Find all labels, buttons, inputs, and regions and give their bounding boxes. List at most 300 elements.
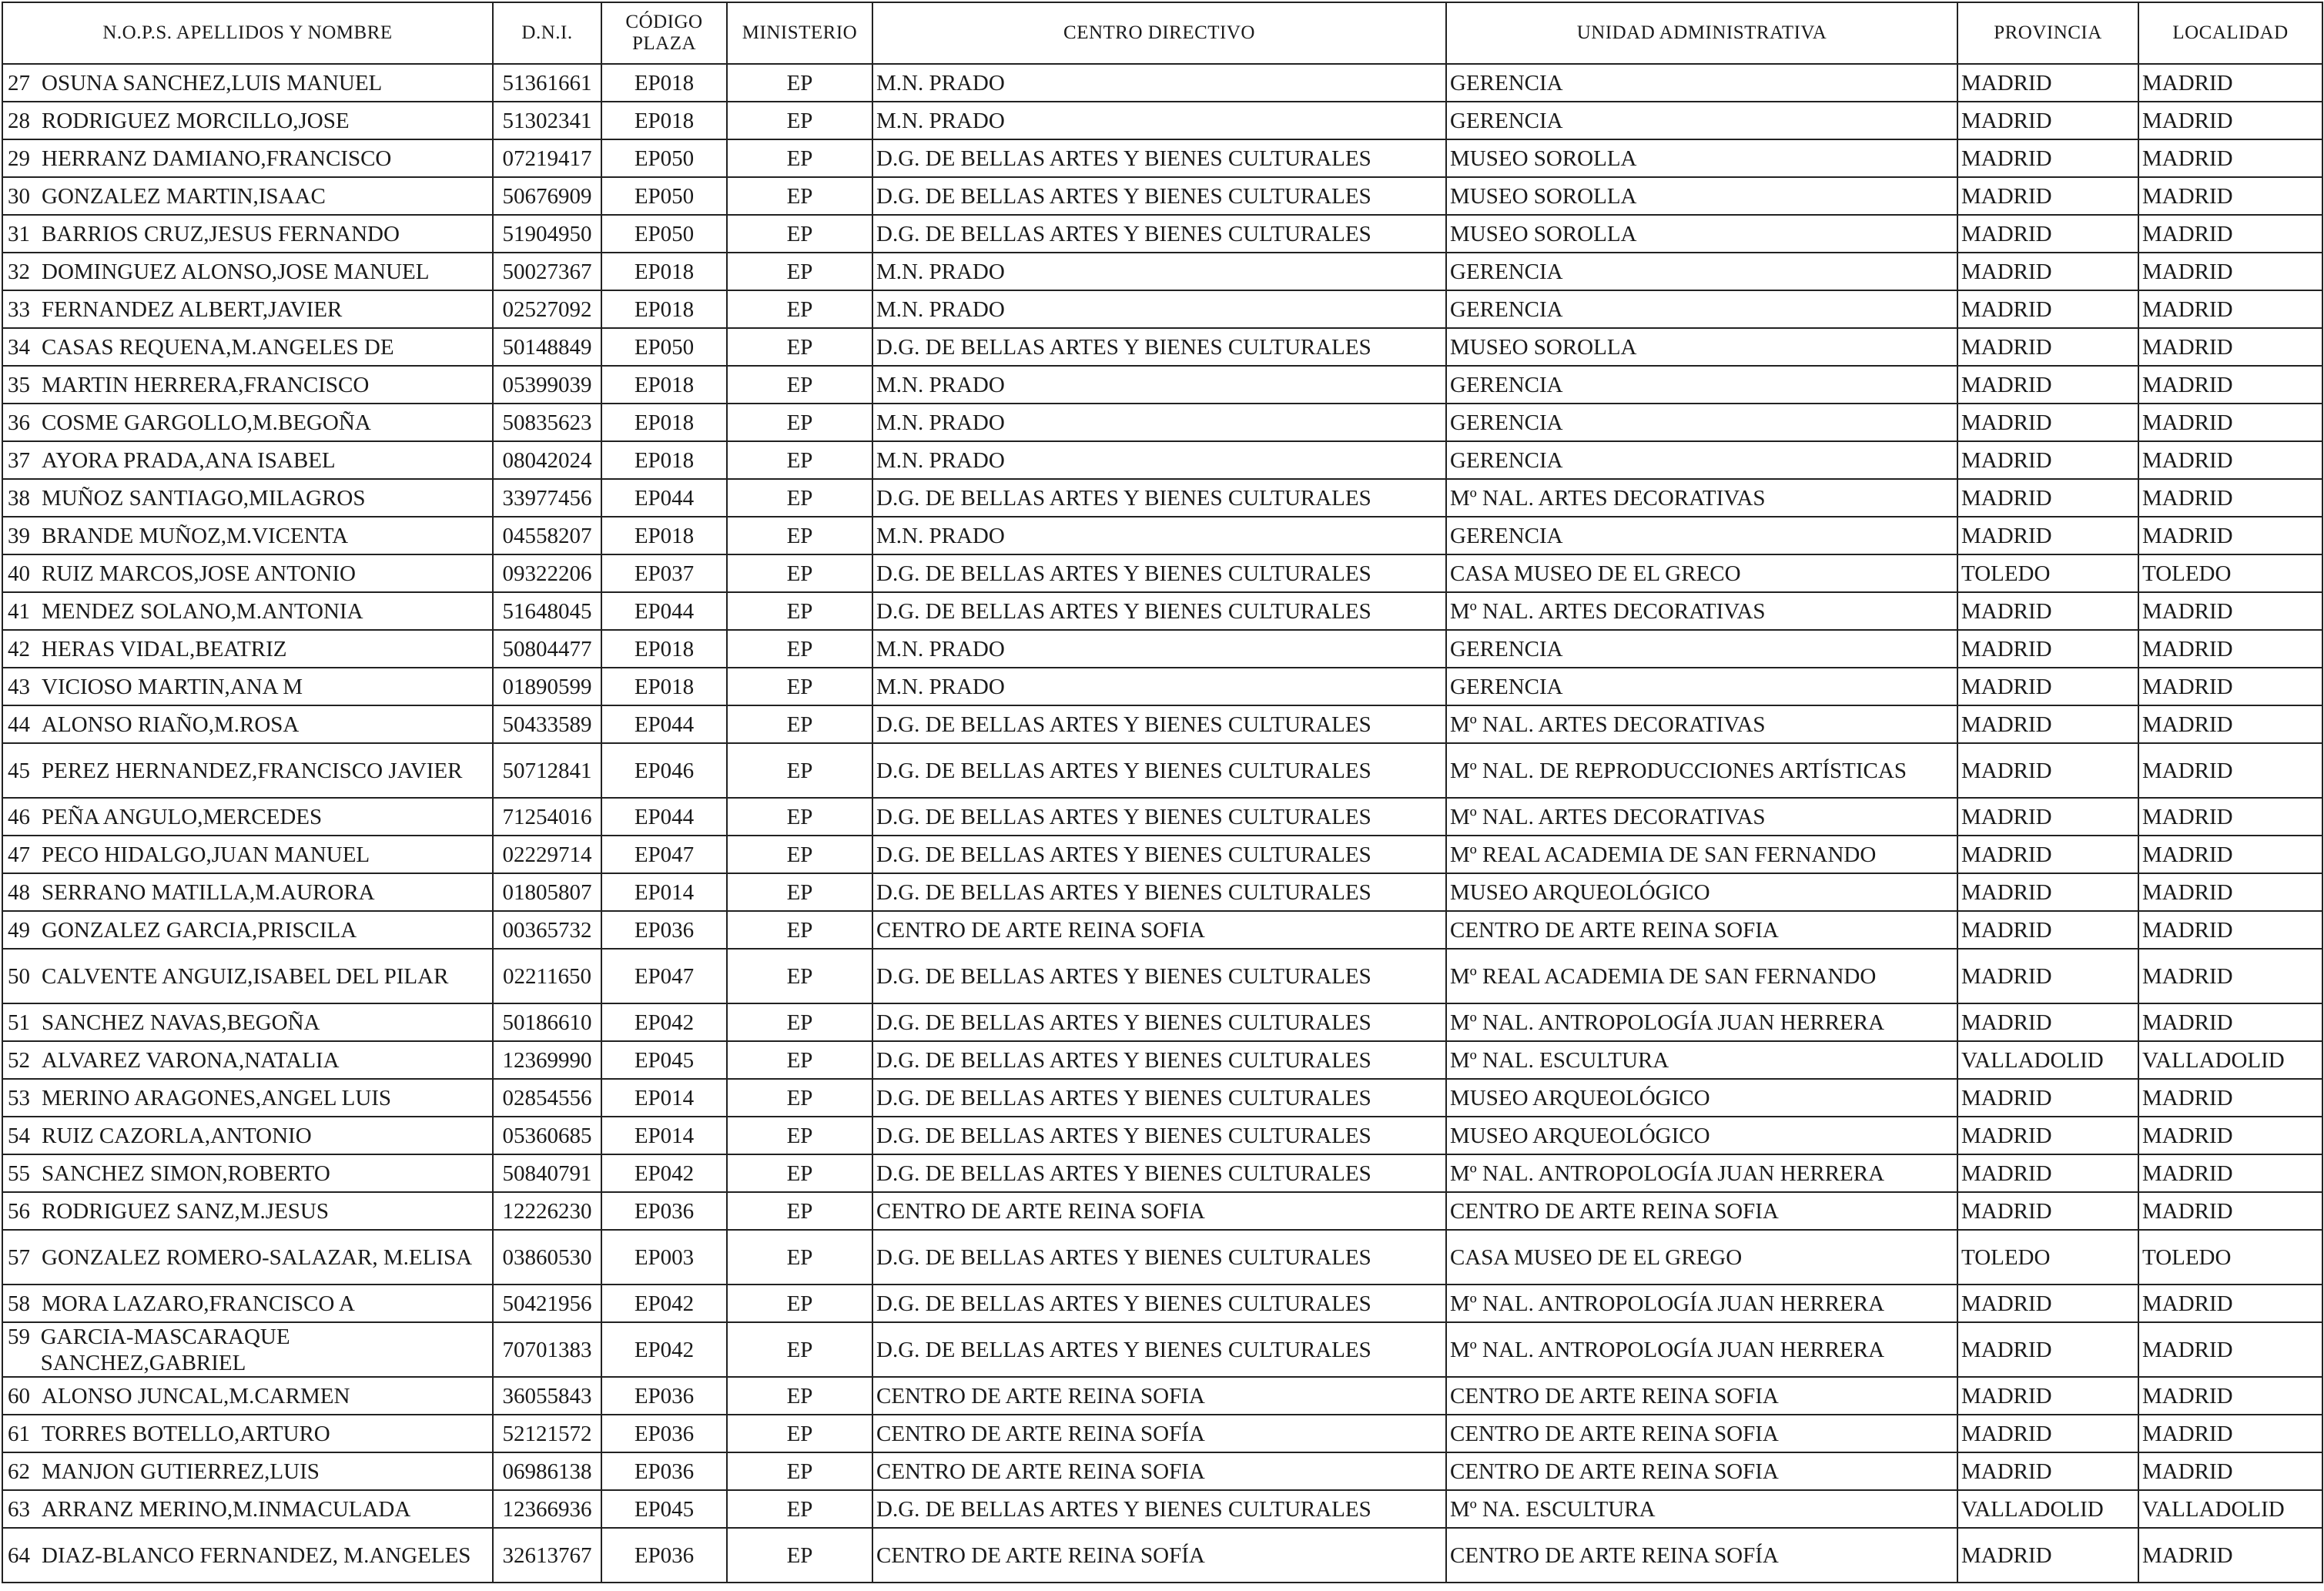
- employee-name: ALONSO RIAÑO,M.ROSA: [42, 712, 300, 737]
- localidad-cell: MADRID: [2138, 836, 2322, 873]
- provincia-cell: MADRID: [1957, 517, 2138, 554]
- dni-cell: 12366936: [493, 1490, 601, 1528]
- employee-name: GONZALEZ MARTIN,ISAAC: [42, 183, 326, 209]
- localidad-cell: TOLEDO: [2138, 554, 2322, 592]
- localidad-cell: MADRID: [2138, 1154, 2322, 1192]
- ministerio-cell: EP: [727, 554, 872, 592]
- ministerio-cell: EP: [727, 1490, 872, 1528]
- table-row: [2, 554, 2322, 592]
- unidad-administrativa-cell: CASA MUSEO DE EL GRECO: [1446, 554, 1957, 592]
- centro-directivo-cell: D.G. DE BELLAS ARTES Y BIENES CULTURALES: [872, 1079, 1446, 1117]
- name-cell: [2, 1377, 493, 1415]
- name-cell: [2, 139, 493, 177]
- employee-name: CASAS REQUENA,M.ANGELES DE: [42, 334, 394, 360]
- ministerio-cell: EP: [727, 215, 872, 253]
- name-cell: [2, 253, 493, 290]
- localidad-cell: MADRID: [2138, 102, 2322, 139]
- centro-directivo-cell: CENTRO DE ARTE REINA SOFÍA: [872, 1415, 1446, 1452]
- unidad-administrativa-cell: Mº NAL. ANTROPOLOGÍA JUAN HERRERA: [1446, 1154, 1957, 1192]
- provincia-cell: MADRID: [1957, 873, 2138, 911]
- employee-name: SANCHEZ SIMON,ROBERTO: [42, 1161, 330, 1186]
- localidad-cell: MADRID: [2138, 1117, 2322, 1154]
- table-row: [2, 1285, 2322, 1322]
- name-cell: [2, 366, 493, 404]
- codigo-plaza-cell: EP042: [601, 1322, 727, 1377]
- unidad-administrativa-cell: Mº NAL. ESCULTURA: [1446, 1041, 1957, 1079]
- ministerio-cell: EP: [727, 102, 872, 139]
- codigo-plaza-cell: EP036: [601, 1192, 727, 1230]
- codigo-plaza-cell: EP036: [601, 1415, 727, 1452]
- table-row: [2, 949, 2322, 1003]
- codigo-plaza-cell: EP036: [601, 911, 727, 949]
- header-centro-directivo: CENTRO DIRECTIVO: [872, 2, 1446, 64]
- unidad-administrativa-cell: CASA MUSEO DE EL GREGO: [1446, 1230, 1957, 1285]
- nops-number: 51: [8, 1010, 30, 1035]
- employee-name: MUÑOZ SANTIAGO,MILAGROS: [42, 485, 366, 511]
- table-row: [2, 1154, 2322, 1192]
- provincia-cell: MADRID: [1957, 253, 2138, 290]
- ministerio-cell: EP: [727, 479, 872, 517]
- centro-directivo-cell: CENTRO DE ARTE REINA SOFIA: [872, 1192, 1446, 1230]
- localidad-cell: MADRID: [2138, 479, 2322, 517]
- personnel-table: [2, 2, 2323, 1583]
- nops-number: 29: [8, 146, 30, 171]
- centro-directivo-cell: D.G. DE BELLAS ARTES Y BIENES CULTURALES: [872, 554, 1446, 592]
- unidad-administrativa-cell: Mº NAL. ANTROPOLOGÍA JUAN HERRERA: [1446, 1003, 1957, 1041]
- dni-cell: 50676909: [493, 177, 601, 215]
- unidad-administrativa-cell: CENTRO DE ARTE REINA SOFÍA: [1446, 1528, 1957, 1583]
- centro-directivo-cell: D.G. DE BELLAS ARTES Y BIENES CULTURALES: [872, 592, 1446, 630]
- nops-number: 43: [8, 674, 30, 699]
- employee-name: GARCIA-MASCARAQUE SANCHEZ,GABRIEL: [40, 1324, 290, 1375]
- nops-number: 40: [8, 561, 30, 586]
- dni-cell: 52121572: [493, 1415, 601, 1452]
- localidad-cell: MADRID: [2138, 1192, 2322, 1230]
- provincia-cell: MADRID: [1957, 64, 2138, 102]
- ministerio-cell: EP: [727, 1230, 872, 1285]
- name-cell: [2, 1415, 493, 1452]
- provincia-cell: VALLADOLID: [1957, 1041, 2138, 1079]
- nops-number: 35: [8, 372, 30, 397]
- nops-number: 31: [8, 221, 30, 246]
- centro-directivo-cell: D.G. DE BELLAS ARTES Y BIENES CULTURALES: [872, 836, 1446, 873]
- ministerio-cell: EP: [727, 1041, 872, 1079]
- localidad-cell: MADRID: [2138, 873, 2322, 911]
- localidad-cell: MADRID: [2138, 328, 2322, 366]
- codigo-plaza-cell: EP042: [601, 1285, 727, 1322]
- centro-directivo-cell: M.N. PRADO: [872, 253, 1446, 290]
- centro-directivo-cell: D.G. DE BELLAS ARTES Y BIENES CULTURALES: [872, 1117, 1446, 1154]
- table-body: [2, 64, 2322, 1583]
- localidad-cell: MADRID: [2138, 64, 2322, 102]
- name-cell: [2, 1490, 493, 1528]
- nops-number: 55: [8, 1161, 30, 1186]
- name-cell: [2, 1154, 493, 1192]
- localidad-cell: MADRID: [2138, 949, 2322, 1003]
- table-row: [2, 668, 2322, 705]
- localidad-cell: MADRID: [2138, 215, 2322, 253]
- localidad-cell: MADRID: [2138, 743, 2322, 798]
- centro-directivo-cell: D.G. DE BELLAS ARTES Y BIENES CULTURALES: [872, 798, 1446, 836]
- unidad-administrativa-cell: MUSEO ARQUEOLÓGICO: [1446, 1079, 1957, 1117]
- name-cell: [2, 705, 493, 743]
- centro-directivo-cell: M.N. PRADO: [872, 441, 1446, 479]
- codigo-plaza-cell: EP014: [601, 1117, 727, 1154]
- employee-name: MARTIN HERRERA,FRANCISCO: [42, 372, 370, 397]
- codigo-plaza-cell: EP018: [601, 404, 727, 441]
- dni-cell: 12369990: [493, 1041, 601, 1079]
- dni-cell: 71254016: [493, 798, 601, 836]
- employee-name: AYORA PRADA,ANA ISABEL: [42, 447, 336, 473]
- header-ministerio: MINISTERIO: [727, 2, 872, 64]
- nops-number: 34: [8, 334, 30, 360]
- dni-cell: 05399039: [493, 366, 601, 404]
- nops-number: 60: [8, 1383, 30, 1408]
- dni-cell: 04558207: [493, 517, 601, 554]
- unidad-administrativa-cell: Mº NAL. ARTES DECORATIVAS: [1446, 798, 1957, 836]
- nops-number: 50: [8, 963, 30, 989]
- table-row: [2, 102, 2322, 139]
- provincia-cell: MADRID: [1957, 836, 2138, 873]
- name-cell: [2, 949, 493, 1003]
- employee-name: HERAS VIDAL,BEATRIZ: [42, 636, 287, 662]
- name-cell: [2, 743, 493, 798]
- employee-name: COSME GARGOLLO,M.BEGOÑA: [42, 410, 371, 435]
- dni-cell: 50712841: [493, 743, 601, 798]
- codigo-plaza-cell: EP018: [601, 630, 727, 668]
- ministerio-cell: EP: [727, 1415, 872, 1452]
- ministerio-cell: EP: [727, 290, 872, 328]
- unidad-administrativa-cell: Mº NAL. ARTES DECORATIVAS: [1446, 705, 1957, 743]
- name-cell: [2, 441, 493, 479]
- dni-cell: 50804477: [493, 630, 601, 668]
- table-row: [2, 441, 2322, 479]
- table-row: [2, 911, 2322, 949]
- ministerio-cell: EP: [727, 630, 872, 668]
- ministerio-cell: EP: [727, 64, 872, 102]
- name-cell: [2, 1322, 493, 1377]
- employee-name: MENDEZ SOLANO,M.ANTONIA: [42, 598, 363, 624]
- centro-directivo-cell: D.G. DE BELLAS ARTES Y BIENES CULTURALES: [872, 139, 1446, 177]
- dni-cell: 07219417: [493, 139, 601, 177]
- provincia-cell: MADRID: [1957, 743, 2138, 798]
- employee-name: RODRIGUEZ MORCILLO,JOSE: [42, 108, 350, 133]
- dni-cell: 36055843: [493, 1377, 601, 1415]
- table-row: [2, 798, 2322, 836]
- name-cell: [2, 177, 493, 215]
- table-row: [2, 1322, 2322, 1377]
- table-row: [2, 1079, 2322, 1117]
- dni-cell: 50433589: [493, 705, 601, 743]
- nops-number: 56: [8, 1198, 30, 1224]
- dni-cell: 50835623: [493, 404, 601, 441]
- nops-number: 36: [8, 410, 30, 435]
- codigo-plaza-cell: EP044: [601, 705, 727, 743]
- table-row: [2, 1230, 2322, 1285]
- unidad-administrativa-cell: Mº REAL ACADEMIA DE SAN FERNANDO: [1446, 949, 1957, 1003]
- name-cell: [2, 328, 493, 366]
- nops-number: 54: [8, 1123, 30, 1148]
- localidad-cell: MADRID: [2138, 911, 2322, 949]
- table-row: [2, 1415, 2322, 1452]
- name-cell: [2, 1003, 493, 1041]
- dni-cell: 02527092: [493, 290, 601, 328]
- employee-name: ALONSO JUNCAL,M.CARMEN: [42, 1383, 350, 1408]
- ministerio-cell: EP: [727, 836, 872, 873]
- provincia-cell: MADRID: [1957, 1377, 2138, 1415]
- unidad-administrativa-cell: MUSEO SOROLLA: [1446, 177, 1957, 215]
- employee-name: MERINO ARAGONES,ANGEL LUIS: [42, 1085, 392, 1110]
- localidad-cell: MADRID: [2138, 404, 2322, 441]
- localidad-cell: VALLADOLID: [2138, 1490, 2322, 1528]
- ministerio-cell: EP: [727, 1192, 872, 1230]
- nops-number: 44: [8, 712, 30, 737]
- codigo-plaza-cell: EP050: [601, 139, 727, 177]
- centro-directivo-cell: M.N. PRADO: [872, 366, 1446, 404]
- table-row: [2, 1003, 2322, 1041]
- localidad-cell: MADRID: [2138, 630, 2322, 668]
- localidad-cell: MADRID: [2138, 1285, 2322, 1322]
- codigo-plaza-cell: EP018: [601, 102, 727, 139]
- codigo-plaza-cell: EP018: [601, 366, 727, 404]
- name-cell: [2, 1117, 493, 1154]
- nops-number: 61: [8, 1421, 30, 1446]
- codigo-plaza-cell: EP050: [601, 177, 727, 215]
- centro-directivo-cell: M.N. PRADO: [872, 630, 1446, 668]
- centro-directivo-cell: D.G. DE BELLAS ARTES Y BIENES CULTURALES: [872, 1322, 1446, 1377]
- employee-name: SERRANO MATILLA,M.AURORA: [42, 879, 375, 905]
- employee-name: GONZALEZ GARCIA,PRISCILA: [42, 917, 357, 943]
- provincia-cell: MADRID: [1957, 1528, 2138, 1583]
- employee-name: RODRIGUEZ SANZ,M.JESUS: [42, 1198, 330, 1224]
- dni-cell: 50421956: [493, 1285, 601, 1322]
- employee-name: DIAZ-BLANCO FERNANDEZ, M.ANGELES: [42, 1542, 471, 1568]
- employee-name: GONZALEZ ROMERO-SALAZAR, M.ELISA: [42, 1244, 473, 1270]
- centro-directivo-cell: D.G. DE BELLAS ARTES Y BIENES CULTURALES: [872, 1003, 1446, 1041]
- nops-number: 28: [8, 108, 30, 133]
- employee-name: HERRANZ DAMIANO,FRANCISCO: [42, 146, 392, 171]
- nops-number: 41: [8, 598, 30, 624]
- table-row: [2, 253, 2322, 290]
- table-row: [2, 630, 2322, 668]
- nops-number: 30: [8, 183, 30, 209]
- centro-directivo-cell: M.N. PRADO: [872, 64, 1446, 102]
- codigo-plaza-cell: EP044: [601, 479, 727, 517]
- codigo-plaza-cell: EP014: [601, 873, 727, 911]
- nops-number: 63: [8, 1496, 30, 1522]
- dni-cell: 02854556: [493, 1079, 601, 1117]
- table-row: [2, 328, 2322, 366]
- codigo-plaza-cell: EP018: [601, 64, 727, 102]
- table-row: [2, 1490, 2322, 1528]
- dni-cell: 05360685: [493, 1117, 601, 1154]
- ministerio-cell: EP: [727, 668, 872, 705]
- localidad-cell: MADRID: [2138, 668, 2322, 705]
- employee-name: FERNANDEZ ALBERT,JAVIER: [42, 296, 343, 322]
- table-row: [2, 1192, 2322, 1230]
- localidad-cell: MADRID: [2138, 517, 2322, 554]
- unidad-administrativa-cell: GERENCIA: [1446, 64, 1957, 102]
- centro-directivo-cell: M.N. PRADO: [872, 290, 1446, 328]
- codigo-plaza-cell: EP044: [601, 798, 727, 836]
- unidad-administrativa-cell: GERENCIA: [1446, 404, 1957, 441]
- ministerio-cell: EP: [727, 177, 872, 215]
- ministerio-cell: EP: [727, 1452, 872, 1490]
- provincia-cell: MADRID: [1957, 177, 2138, 215]
- table-row: [2, 592, 2322, 630]
- provincia-cell: MADRID: [1957, 290, 2138, 328]
- nops-number: 59: [8, 1324, 30, 1349]
- header-codigo-plaza: CÓDIGO PLAZA: [601, 2, 727, 64]
- provincia-cell: MADRID: [1957, 1154, 2138, 1192]
- unidad-administrativa-cell: GERENCIA: [1446, 630, 1957, 668]
- dni-cell: 51361661: [493, 64, 601, 102]
- table-row: [2, 1041, 2322, 1079]
- localidad-cell: MADRID: [2138, 1322, 2322, 1377]
- ministerio-cell: EP: [727, 873, 872, 911]
- localidad-cell: MADRID: [2138, 705, 2322, 743]
- localidad-cell: MADRID: [2138, 441, 2322, 479]
- dni-cell: 51302341: [493, 102, 601, 139]
- name-cell: [2, 836, 493, 873]
- table-row: [2, 215, 2322, 253]
- codigo-plaza-cell: EP018: [601, 517, 727, 554]
- unidad-administrativa-cell: Mº NAL. ARTES DECORATIVAS: [1446, 592, 1957, 630]
- ministerio-cell: EP: [727, 949, 872, 1003]
- name-cell: [2, 1041, 493, 1079]
- localidad-cell: MADRID: [2138, 290, 2322, 328]
- dni-cell: 01890599: [493, 668, 601, 705]
- ministerio-cell: EP: [727, 705, 872, 743]
- dni-cell: 50186610: [493, 1003, 601, 1041]
- ministerio-cell: EP: [727, 139, 872, 177]
- ministerio-cell: EP: [727, 1377, 872, 1415]
- unidad-administrativa-cell: GERENCIA: [1446, 102, 1957, 139]
- dni-cell: 06986138: [493, 1452, 601, 1490]
- ministerio-cell: EP: [727, 253, 872, 290]
- nops-number: 64: [8, 1542, 30, 1568]
- nops-number: 38: [8, 485, 30, 511]
- nops-number: 57: [8, 1244, 30, 1270]
- ministerio-cell: EP: [727, 798, 872, 836]
- provincia-cell: MADRID: [1957, 404, 2138, 441]
- name-cell: [2, 290, 493, 328]
- nops-number: 53: [8, 1085, 30, 1110]
- name-cell: [2, 1452, 493, 1490]
- provincia-cell: MADRID: [1957, 1003, 2138, 1041]
- localidad-cell: MADRID: [2138, 177, 2322, 215]
- header-unidad-administrativa: UNIDAD ADMINISTRATIVA: [1446, 2, 1957, 64]
- ministerio-cell: EP: [727, 1322, 872, 1377]
- name-cell: [2, 1285, 493, 1322]
- table-row: [2, 139, 2322, 177]
- centro-directivo-cell: D.G. DE BELLAS ARTES Y BIENES CULTURALES: [872, 949, 1446, 1003]
- table-row: [2, 517, 2322, 554]
- provincia-cell: MADRID: [1957, 215, 2138, 253]
- unidad-administrativa-cell: MUSEO ARQUEOLÓGICO: [1446, 873, 1957, 911]
- employee-name: PECO HIDALGO,JUAN MANUEL: [42, 842, 370, 867]
- employee-name: PEREZ HERNANDEZ,FRANCISCO JAVIER: [42, 758, 463, 783]
- table-row: [2, 1528, 2322, 1583]
- provincia-cell: MADRID: [1957, 1192, 2138, 1230]
- ministerio-cell: EP: [727, 517, 872, 554]
- dni-cell: 51904950: [493, 215, 601, 253]
- localidad-cell: MADRID: [2138, 1452, 2322, 1490]
- unidad-administrativa-cell: CENTRO DE ARTE REINA SOFIA: [1446, 1452, 1957, 1490]
- table-row: [2, 404, 2322, 441]
- table-row: [2, 64, 2322, 102]
- name-cell: [2, 64, 493, 102]
- provincia-cell: MADRID: [1957, 1415, 2138, 1452]
- table-row: [2, 1377, 2322, 1415]
- provincia-cell: MADRID: [1957, 668, 2138, 705]
- unidad-administrativa-cell: MUSEO SOROLLA: [1446, 328, 1957, 366]
- nops-number: 46: [8, 804, 30, 829]
- employee-name: MANJON GUTIERREZ,LUIS: [42, 1459, 320, 1484]
- header-nops-name: N.O.P.S. APELLIDOS Y NOMBRE: [2, 2, 493, 64]
- name-cell: [2, 517, 493, 554]
- ministerio-cell: EP: [727, 911, 872, 949]
- unidad-administrativa-cell: GERENCIA: [1446, 253, 1957, 290]
- provincia-cell: MADRID: [1957, 1322, 2138, 1377]
- codigo-plaza-cell: EP047: [601, 949, 727, 1003]
- name-cell: [2, 798, 493, 836]
- centro-directivo-cell: D.G. DE BELLAS ARTES Y BIENES CULTURALES: [872, 328, 1446, 366]
- unidad-administrativa-cell: MUSEO ARQUEOLÓGICO: [1446, 1117, 1957, 1154]
- unidad-administrativa-cell: CENTRO DE ARTE REINA SOFIA: [1446, 1415, 1957, 1452]
- dni-cell: 51648045: [493, 592, 601, 630]
- nops-number: 58: [8, 1291, 30, 1316]
- table-row: [2, 873, 2322, 911]
- employee-name: TORRES BOTELLO,ARTURO: [42, 1421, 330, 1446]
- localidad-cell: MADRID: [2138, 1377, 2322, 1415]
- centro-directivo-cell: D.G. DE BELLAS ARTES Y BIENES CULTURALES: [872, 873, 1446, 911]
- table-row: [2, 177, 2322, 215]
- codigo-plaza-cell: EP042: [601, 1154, 727, 1192]
- table-row: [2, 1452, 2322, 1490]
- ministerio-cell: EP: [727, 1003, 872, 1041]
- header-row: [2, 2, 2322, 64]
- localidad-cell: MADRID: [2138, 592, 2322, 630]
- nops-number: 32: [8, 259, 30, 284]
- nops-number: 49: [8, 917, 30, 943]
- localidad-cell: MADRID: [2138, 1003, 2322, 1041]
- localidad-cell: MADRID: [2138, 139, 2322, 177]
- employee-name: ARRANZ MERINO,M.INMACULADA: [42, 1496, 411, 1522]
- name-cell: [2, 215, 493, 253]
- nops-number: 37: [8, 447, 30, 473]
- dni-cell: 50840791: [493, 1154, 601, 1192]
- unidad-administrativa-cell: GERENCIA: [1446, 517, 1957, 554]
- nops-number: 62: [8, 1459, 30, 1484]
- unidad-administrativa-cell: CENTRO DE ARTE REINA SOFIA: [1446, 1377, 1957, 1415]
- unidad-administrativa-cell: Mº NAL. DE REPRODUCCIONES ARTÍSTICAS: [1446, 743, 1957, 798]
- employee-name: RUIZ MARCOS,JOSE ANTONIO: [42, 561, 356, 586]
- localidad-cell: MADRID: [2138, 1528, 2322, 1583]
- table-row: [2, 290, 2322, 328]
- employee-name: CALVENTE ANGUIZ,ISABEL DEL PILAR: [42, 963, 449, 989]
- codigo-plaza-cell: EP036: [601, 1528, 727, 1583]
- unidad-administrativa-cell: Mº NAL. ANTROPOLOGÍA JUAN HERRERA: [1446, 1285, 1957, 1322]
- centro-directivo-cell: D.G. DE BELLAS ARTES Y BIENES CULTURALES: [872, 1285, 1446, 1322]
- provincia-cell: MADRID: [1957, 705, 2138, 743]
- centro-directivo-cell: D.G. DE BELLAS ARTES Y BIENES CULTURALES: [872, 1041, 1446, 1079]
- codigo-plaza-cell: EP003: [601, 1230, 727, 1285]
- codigo-plaza-cell: EP037: [601, 554, 727, 592]
- provincia-cell: MADRID: [1957, 949, 2138, 1003]
- provincia-cell: MADRID: [1957, 366, 2138, 404]
- dni-cell: 70701383: [493, 1322, 601, 1377]
